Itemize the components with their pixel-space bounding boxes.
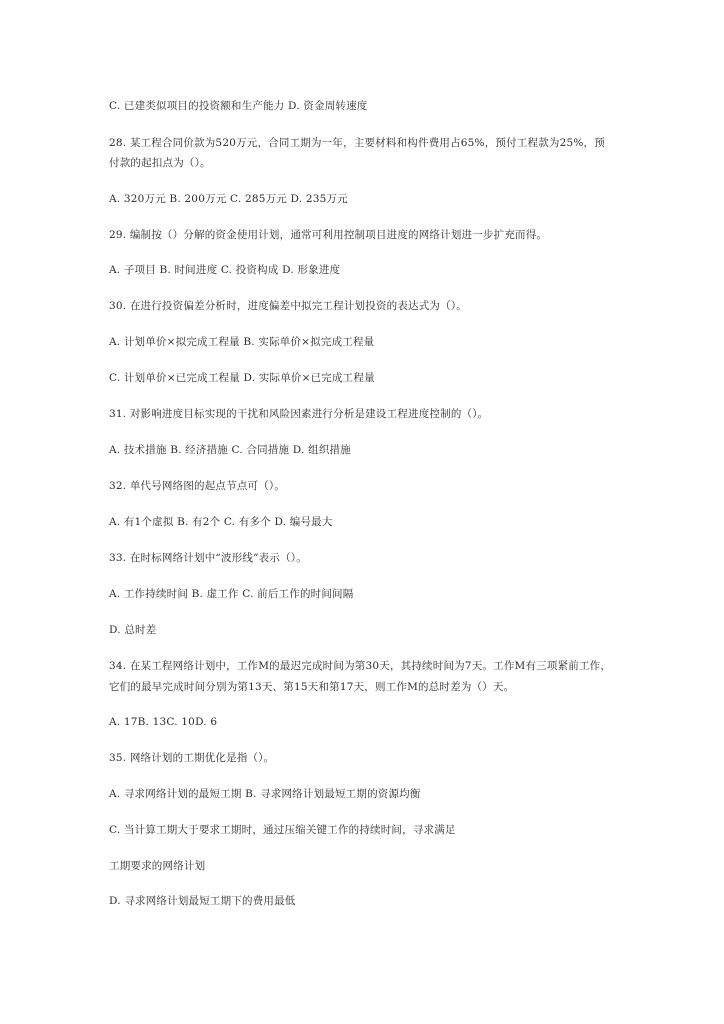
question-34-line-1: 34. 在某工程网络计划中，工作M的最迟完成时间为第30天，其持续时间为7天。工作M有三项紧前工作， — [109, 660, 612, 672]
question-28-line-1: 28. 某工程合同价款为520万元，合同工期为一年，主要材料和构件费用占65%，预付工程款为25%，预 — [109, 137, 605, 149]
options-q28: A. 320万元 B. 200万元 C. 285万元 D. 235万元 — [109, 193, 348, 205]
options-q31: A. 技术措施 B. 经济措施 C. 合同措施 D. 组织措施 — [109, 444, 351, 456]
question-34-line-2: 它们的最早完成时间分别为第13天、第15天和第17天，则工作M的总时差为（）天。 — [109, 681, 515, 693]
question-31: 31. 对影响进度目标实现的干扰和风险因素进行分析是建设工程进度控制的（）。 — [109, 408, 489, 420]
option-q35-d: D. 寻求网络计划最短工期下的费用最低 — [109, 895, 296, 907]
options-q30-c-d: C. 计划单价×已完成工程量 D. 实际单价×已完成工程量 — [109, 372, 375, 384]
question-32: 32. 单代号网络图的起点节点可（）。 — [109, 480, 286, 492]
question-29: 29. 编制按（）分解的资金使用计划，通常可利用控制项目进度的网络计划进一步扩充而得。 — [109, 229, 548, 241]
question-28-line-2: 付款的起扣点为（）。 — [109, 157, 211, 169]
option-line-q27-c-d: C. 已建类似项目的投资额和生产能力 D. 资金周转速度 — [109, 100, 368, 112]
options-q33-a-c: A. 工作持续时间 B. 虚工作 C. 前后工作的时间间隔 — [109, 588, 354, 600]
options-q30-a-b: A. 计划单价×拟完成工程量 B. 实际单价×拟完成工程量 — [109, 336, 375, 348]
options-q32: A. 有1个虚拟 B. 有2个 C. 有多个 D. 编号最大 — [109, 516, 333, 528]
options-q34: A. 17B. 13C. 10D. 6 — [109, 716, 218, 728]
options-q29: A. 子项目 B. 时间进度 C. 投资构成 D. 形象进度 — [109, 264, 341, 276]
question-35: 35. 网络计划的工期优化是指（）。 — [109, 752, 275, 764]
question-33: 33. 在时标网络计划中“波形线”表示（）。 — [109, 552, 307, 564]
question-30: 30. 在进行投资偏差分析时，进度偏差中拟完工程计划投资的表达式为（）。 — [109, 300, 467, 312]
option-q33-d: D. 总时差 — [109, 624, 157, 636]
option-q35-c-line-2: 工期要求的网络计划 — [109, 860, 206, 872]
option-q35-c-line-1: C. 当计算工期大于要求工期时，通过压缩关键工作的持续时间，寻求满足 — [109, 824, 456, 836]
options-q35-a-b: A. 寻求网络计划的最短工期 B. 寻求网络计划最短工期的资源均衡 — [109, 788, 421, 800]
